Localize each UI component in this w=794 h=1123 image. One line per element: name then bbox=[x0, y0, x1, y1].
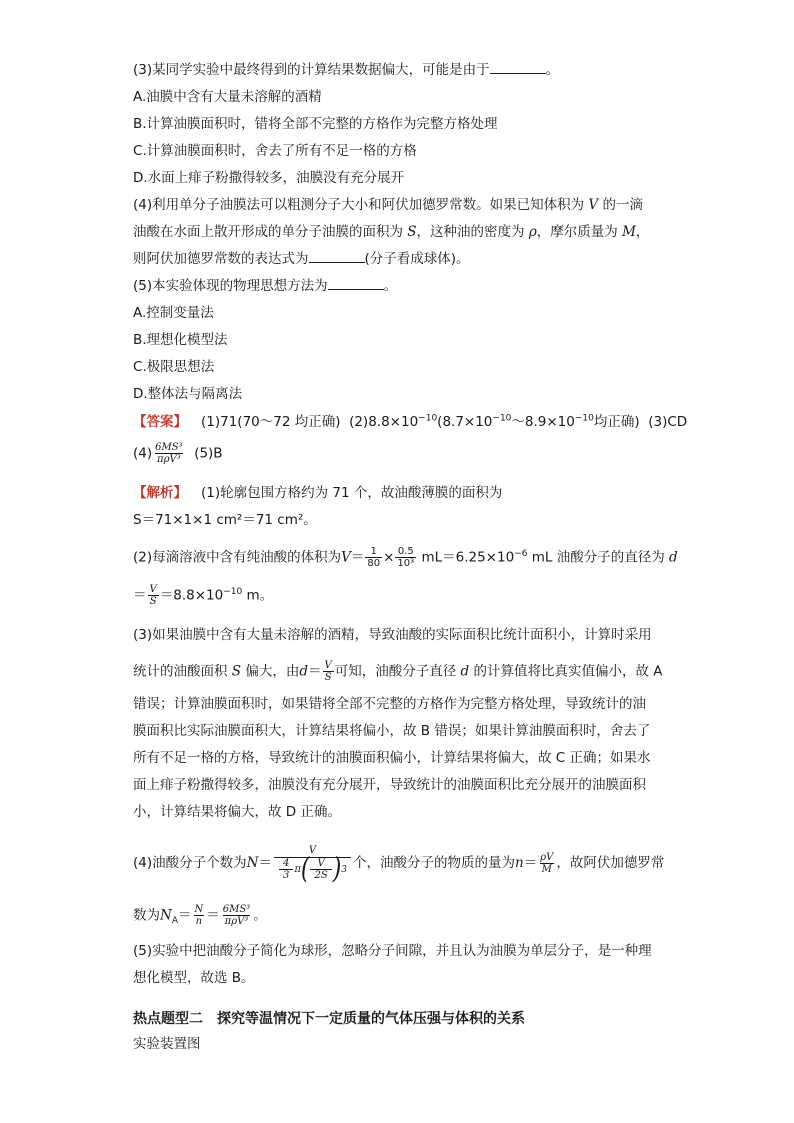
analysis-line-2: S＝71×1×1 cm²＝71 cm²。 bbox=[133, 512, 317, 528]
answer-line-1: 【答案】 (1)71(70～72 均正确) $(2)8.8\times 10^{-10}(8.7\times 10^{-10}\sim 8.9\times 10^{-10}$均正确) (3)CD bbox=[133, 413, 688, 430]
fraction-v-s: $\frac{V}{S}$ bbox=[149, 584, 157, 607]
analysis-4-line-2: 数为$N_A=$ $\frac{N}{n}$ ＝ $\frac{\text{6MS³}}{\text{πρV³}}$ 。 bbox=[133, 904, 267, 927]
analysis-3-line-7: 小，计算结果将偏大，故 D 正确。 bbox=[133, 804, 341, 820]
q3-stem: (3)某同学实验中最终得到的计算结果数据偏大，可能是由于 。 bbox=[133, 62, 560, 78]
analysis-3-line-5: 所有不足一格的方格，导致统计的油膜面积偏小，计算结果将偏大，故 C 正确；如果水 bbox=[133, 750, 651, 766]
q5-option-a: A.控制变量法 bbox=[133, 305, 214, 321]
q4-blank bbox=[309, 250, 365, 263]
analysis-line-1: 【解析】 (1)轮廓包围方格约为 71 个，故油酸薄膜的面积为 bbox=[133, 485, 503, 501]
analysis-3-line-3: 错误；计算油膜面积时，如果错将全部不完整的方格作为完整方格处理，导致统计的油 bbox=[133, 696, 646, 712]
analysis-4-line-1: (4)油酸分子个数为 N ＝ V $\frac{4}{3}$ π ( $\frac{V}{2S}$ ) 3 个，油酸分子的物质的量为 n ＝ $\frac{\rho V}{M}$ ，故阿伏加德罗常 bbox=[133, 845, 665, 886]
analysis-3-line-4: 膜面积比实际油膜面积大，计算结果将偏小，故 B 错误；如果计算油膜面积时，舍去了 bbox=[133, 723, 651, 739]
fraction-v-s-2: $\frac{V}{S}$ bbox=[324, 660, 332, 683]
fraction-05-1000: $\frac{0.5}{\text{10³}}$ bbox=[397, 546, 415, 569]
fraction-1-80: $\frac{1}{80}$ bbox=[367, 546, 381, 569]
q5-option-b: B.理想化模型法 bbox=[133, 332, 228, 348]
fraction-result: $\frac{\text{6MS³}}{\text{πρV³}}$ bbox=[222, 904, 251, 927]
analysis-2-line-2: ＝ $\frac{V}{S}$ $=8.8\times 10^{-10}$ m。 bbox=[133, 584, 274, 607]
analysis-2-line-1: (2)每滴溶液中含有纯油酸的体积为V＝ $\frac{1}{80}$ × $\frac{0.5}{\text{10³}}$ $mL=6.25\times 10^{-6}$ mL 油酸分子的直径为 d bbox=[133, 546, 678, 569]
q4-line-1: (4)利用单分子油膜法可以粗测分子大小和阿伏加德罗常数。如果已知体积为 V 的一滴 bbox=[133, 197, 643, 213]
answer-line-2: (4) $\frac{\text{6MS³}}{\text{πρV³}}$ (5)B bbox=[133, 442, 223, 465]
q3-blank bbox=[490, 61, 546, 74]
analysis-3-line-1: (3)如果油膜中含有大量未溶解的酒精，导致油酸的实际面积比统计面积小，计算时采用 bbox=[133, 627, 652, 643]
q5-blank bbox=[328, 277, 384, 290]
q3-option-d: D.水面上痱子粉撒得较多，油膜没有充分展开 bbox=[133, 170, 405, 186]
answer-fraction: $\frac{\text{6MS³}}{\text{πρV³}}$ bbox=[155, 442, 183, 465]
q4-line-3: 则阿伏加德罗常数的表达式为 (分子看成球体)。 bbox=[133, 251, 470, 267]
section-heading: 热点题型二 探究等温情况下一定质量的气体压强与体积的关系 bbox=[133, 1011, 525, 1027]
q5-option-c: C.极限思想法 bbox=[133, 359, 215, 375]
q5-option-d: D.整体法与隔离法 bbox=[133, 386, 243, 402]
q4-line-2: 油酸在水面上散开形成的单分子油膜的面积为 S，这种油的密度为 ρ，摩尔质量为 M， bbox=[133, 224, 650, 240]
fraction-n-n: $\frac{N}{n}$ bbox=[194, 904, 204, 927]
q3-option-a: A.油膜中含有大量未溶解的酒精 bbox=[133, 89, 322, 105]
q3-option-c: C.计算油膜面积时，舍去了所有不足一格的方格 bbox=[133, 143, 417, 159]
q3-option-b: B.计算油膜面积时，错将全部不完整的方格作为完整方格处理 bbox=[133, 116, 498, 132]
fraction-rhov-m: $\frac{\rho V}{M}$ bbox=[540, 851, 554, 875]
analysis-tag: 【解析】 bbox=[133, 485, 187, 501]
analysis-3-line-2: 统计的油酸面积 S 偏大，由d＝ $\frac{V}{S}$ 可知，油酸分子直径 d 的计算值将比真实值偏小，故 A bbox=[133, 660, 663, 683]
molecule-count-fraction: V $\frac{4}{3}$ π ( $\frac{V}{2S}$ ) 3 bbox=[274, 845, 351, 881]
analysis-5-line-2: 想化模型，故选 B。 bbox=[133, 970, 255, 986]
analysis-5-line-1: (5)实验中把油酸分子简化为球形，忽略分子间隙，并且认为油膜为单层分子，是一种理 bbox=[133, 943, 652, 959]
analysis-3-line-6: 面上痱子粉撒得较多，油膜没有充分展开，导致统计的油膜面积比充分展开的油膜面积 bbox=[133, 777, 646, 793]
q5-stem: (5)本实验体现的物理思想方法为 。 bbox=[133, 278, 398, 294]
answer-tag: 【答案】 bbox=[133, 414, 187, 430]
section-subheading: 实验装置图 bbox=[133, 1036, 201, 1052]
